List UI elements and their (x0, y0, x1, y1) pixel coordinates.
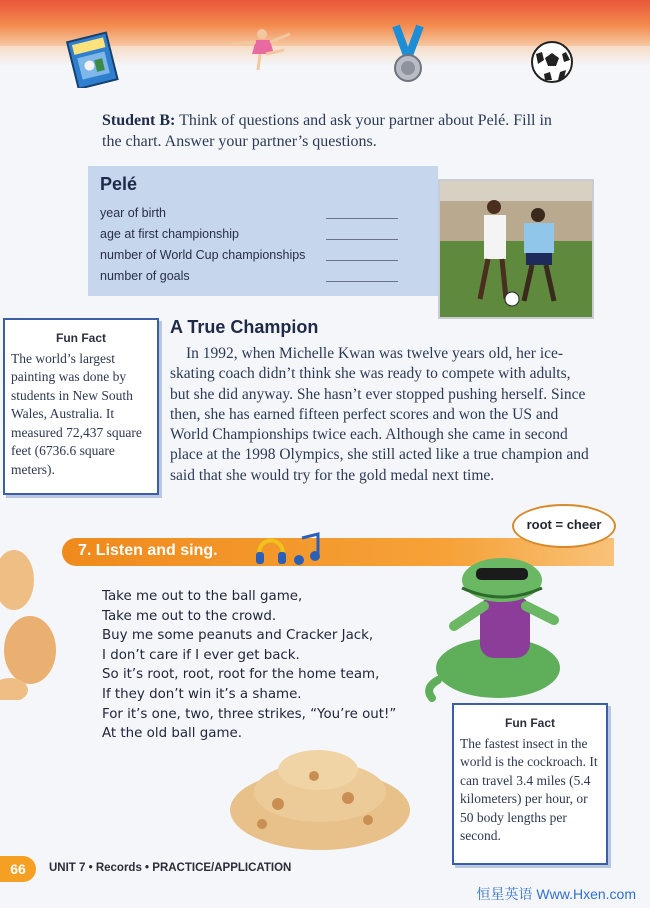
answer-blank[interactable] (326, 281, 398, 282)
peanuts-image (0, 540, 62, 700)
chart-row-label: year of birth (100, 206, 167, 220)
chart-row (100, 269, 420, 290)
pele-photo (438, 179, 594, 319)
song-line: At the old ball game. (102, 726, 242, 742)
listen-title: 7. Listen and sing. (78, 542, 218, 559)
instructions-label: Student B: (102, 112, 176, 129)
ice-skater-icon (226, 26, 296, 72)
fun-fact-title: Fun Fact (505, 716, 555, 730)
pele-chart (88, 166, 438, 296)
soccer-ball-icon (530, 40, 574, 84)
instructions (102, 110, 572, 152)
crocodile-mascot (418, 548, 584, 708)
page-number: 66 (0, 856, 36, 882)
fun-fact-box (3, 318, 159, 495)
watermark: 恒星英语 Www.Hxen.com (476, 886, 636, 902)
speech-bubble: root = cheer (512, 504, 616, 548)
section-title: A True Champion (170, 317, 319, 337)
sports-book-icon (66, 30, 124, 88)
chart-row (100, 248, 420, 269)
fun-fact-title: Fun Fact (56, 331, 106, 345)
headphones-icon[interactable] (254, 530, 288, 568)
song-line: Take me out to the crowd. (102, 608, 277, 624)
cracker-jack-image (228, 740, 412, 852)
chart-row-label: age at first championship (100, 227, 239, 241)
story-paragraph: In 1992, when Michelle Kwan was twelve years old, her ice-skating coach didn’t think she was ready to compete with adults, but she did anyway. She hasn’t ever stopped pushing herself. Since then, she has earned fifteen perfect scores and won the US and World Championships twice each. Although she came in second place at the 1998 Olympics, she still acted like a true champion and said that she would try for the gold medal next time. (170, 345, 589, 484)
song-line: Buy me some peanuts and Cracker Jack, (102, 628, 374, 644)
answer-blank[interactable] (326, 239, 398, 240)
chart-row (100, 206, 420, 227)
chart-title: Pelé (100, 174, 138, 194)
answer-blank[interactable] (326, 260, 398, 261)
medal-icon (388, 24, 428, 90)
song-line: Take me out to the ball game, (102, 589, 303, 604)
fun-fact-box (452, 703, 608, 865)
footer-text: UNIT 7 • Records • PRACTICE/APPLICATION (49, 862, 292, 874)
chart-row (100, 227, 420, 248)
song-line: So it’s root, root, root for the home team, (102, 667, 380, 683)
fun-fact-text: The world’s largest painting was done by students in New South Wales, Australia. It measured 72,437 square feet (6736.6 square meters). (11, 350, 142, 477)
music-note-icon (290, 532, 326, 568)
song-line: I don’t care if I ever get back. (102, 647, 300, 663)
song-lyrics (102, 587, 442, 744)
fun-fact-text: The fastest insect in the world is the cockroach. It can travel 3.4 miles (5.4 kilometers) per hour, or 50 body lengths per second. (460, 735, 598, 843)
chart-row-label: number of goals (100, 269, 190, 283)
instructions-text: Think of questions and ask your partner about Pelé. Fill in the chart. Answer your partner’s questions. (102, 112, 552, 150)
answer-blank[interactable] (326, 218, 398, 219)
song-line: For it’s one, two, three strikes, “You’re out!” (102, 706, 397, 722)
chart-row-label: number of World Cup championships (100, 248, 306, 262)
song-line: If they don’t win it’s a shame. (102, 686, 302, 702)
